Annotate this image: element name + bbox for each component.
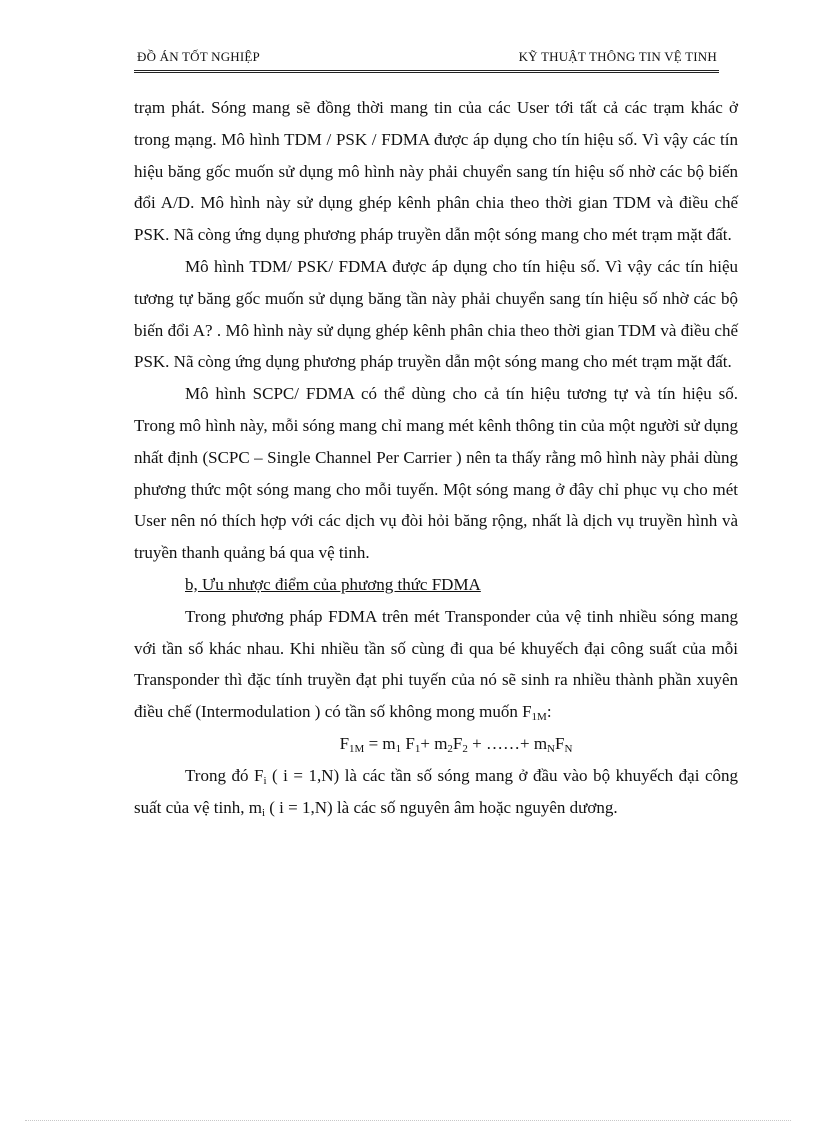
paragraph-2: Mô hình TDM/ PSK/ FDMA được áp dụng cho tín hiệu số. Vì vậy các tín hiệu tương tự băng gốc muốn sử dụng băng tần này phải chuyển sang tín hiệu số nhờ các bộ biến đổi A? . Mô hình này sử dụng ghép kênh phân chia theo thời gian TDM và điều chế PSK. Nã còng ứng dụng phương pháp truyền dẫn một sóng mang cho mét trạm mặt đất.	[134, 256, 738, 372]
paragraph-3: Mô hình SCPC/ FDMA có thể dùng cho cả tín hiệu tương tự và tín hiệu số. Trong mô hình này, mỗi sóng mang chỉ mang mét kênh thông tin của một người sử dụng nhất định (SCPC – Single Channel Per Carrier ) nên ta thấy rằng mô hình này phải dùng phương thức một sóng mang cho mỗi tuyến. Một sóng mang ở đây chỉ phục vụ cho mét User nên nó thích hợp với các dịch vụ đòi hỏi băng rộng, nhất là dịch vụ truyền hình và truyền thanh quảng bá qua vệ tinh.	[134, 384, 738, 563]
section-subheading	[134, 569, 738, 601]
intermodulation-formula: $F_{1M} = m_1$ $F_1+ m_2F_2$ + ……+ $m_NF_N$	[339, 733, 573, 755]
document-body	[134, 92, 738, 823]
page-header	[137, 49, 717, 69]
header-right-title: KỸ THUẬT THÔNG TIN VỆ TINH	[518, 49, 717, 64]
page-bottom-divider	[25, 1120, 791, 1121]
paragraph-1: trạm phát. Sóng mang sẽ đồng thời mang tin của các User tới tất cả các trạm khác ở trong mạng. Mô hình TDM / PSK / FDMA được áp dụng cho tín hiệu số. Vì vậy các tín hiệu băng gốc muốn sử dụng mô hình này phải chuyển sang tín hiệu số nhờ các bộ biến đổi A/D. Mô hình này sử dụng ghép kênh phân chia theo thời gian TDM và điều chế PSK. Nã còng ứng dụng phương pháp truyền dẫn một sóng mang cho mét trạm mặt đất.	[134, 98, 738, 245]
subheading-text: b, Ưu nhược điểm của phương thức FDMA	[185, 574, 481, 594]
paragraph-5: Trong đó $F_i$ ( i = 1,N) là các tần số sóng mang ở đầu vào bộ khuyếch đại công suất của vệ tinh, $m_i$ ( i = 1,N) là các số nguyên âm hoặc nguyên dương.	[134, 765, 739, 819]
header-left-title: ĐỒ ÁN TỐT NGHIỆP	[137, 49, 260, 64]
paragraph-4: Trong phương pháp FDMA trên mét Transponder của vệ tinh nhiều sóng mang với tần số khác nhau. Khi nhiều tần số cùng đi qua bé khuyếch đại công suất của mỗi Transponder thì đặc tính truyền đạt phi tuyến của nó sẽ sinh ra nhiều thành phần xuyên điều chế (Intermodulation ) có tần số không mong muốn $F_{1M}$:	[134, 606, 738, 724]
header-divider	[134, 70, 719, 73]
